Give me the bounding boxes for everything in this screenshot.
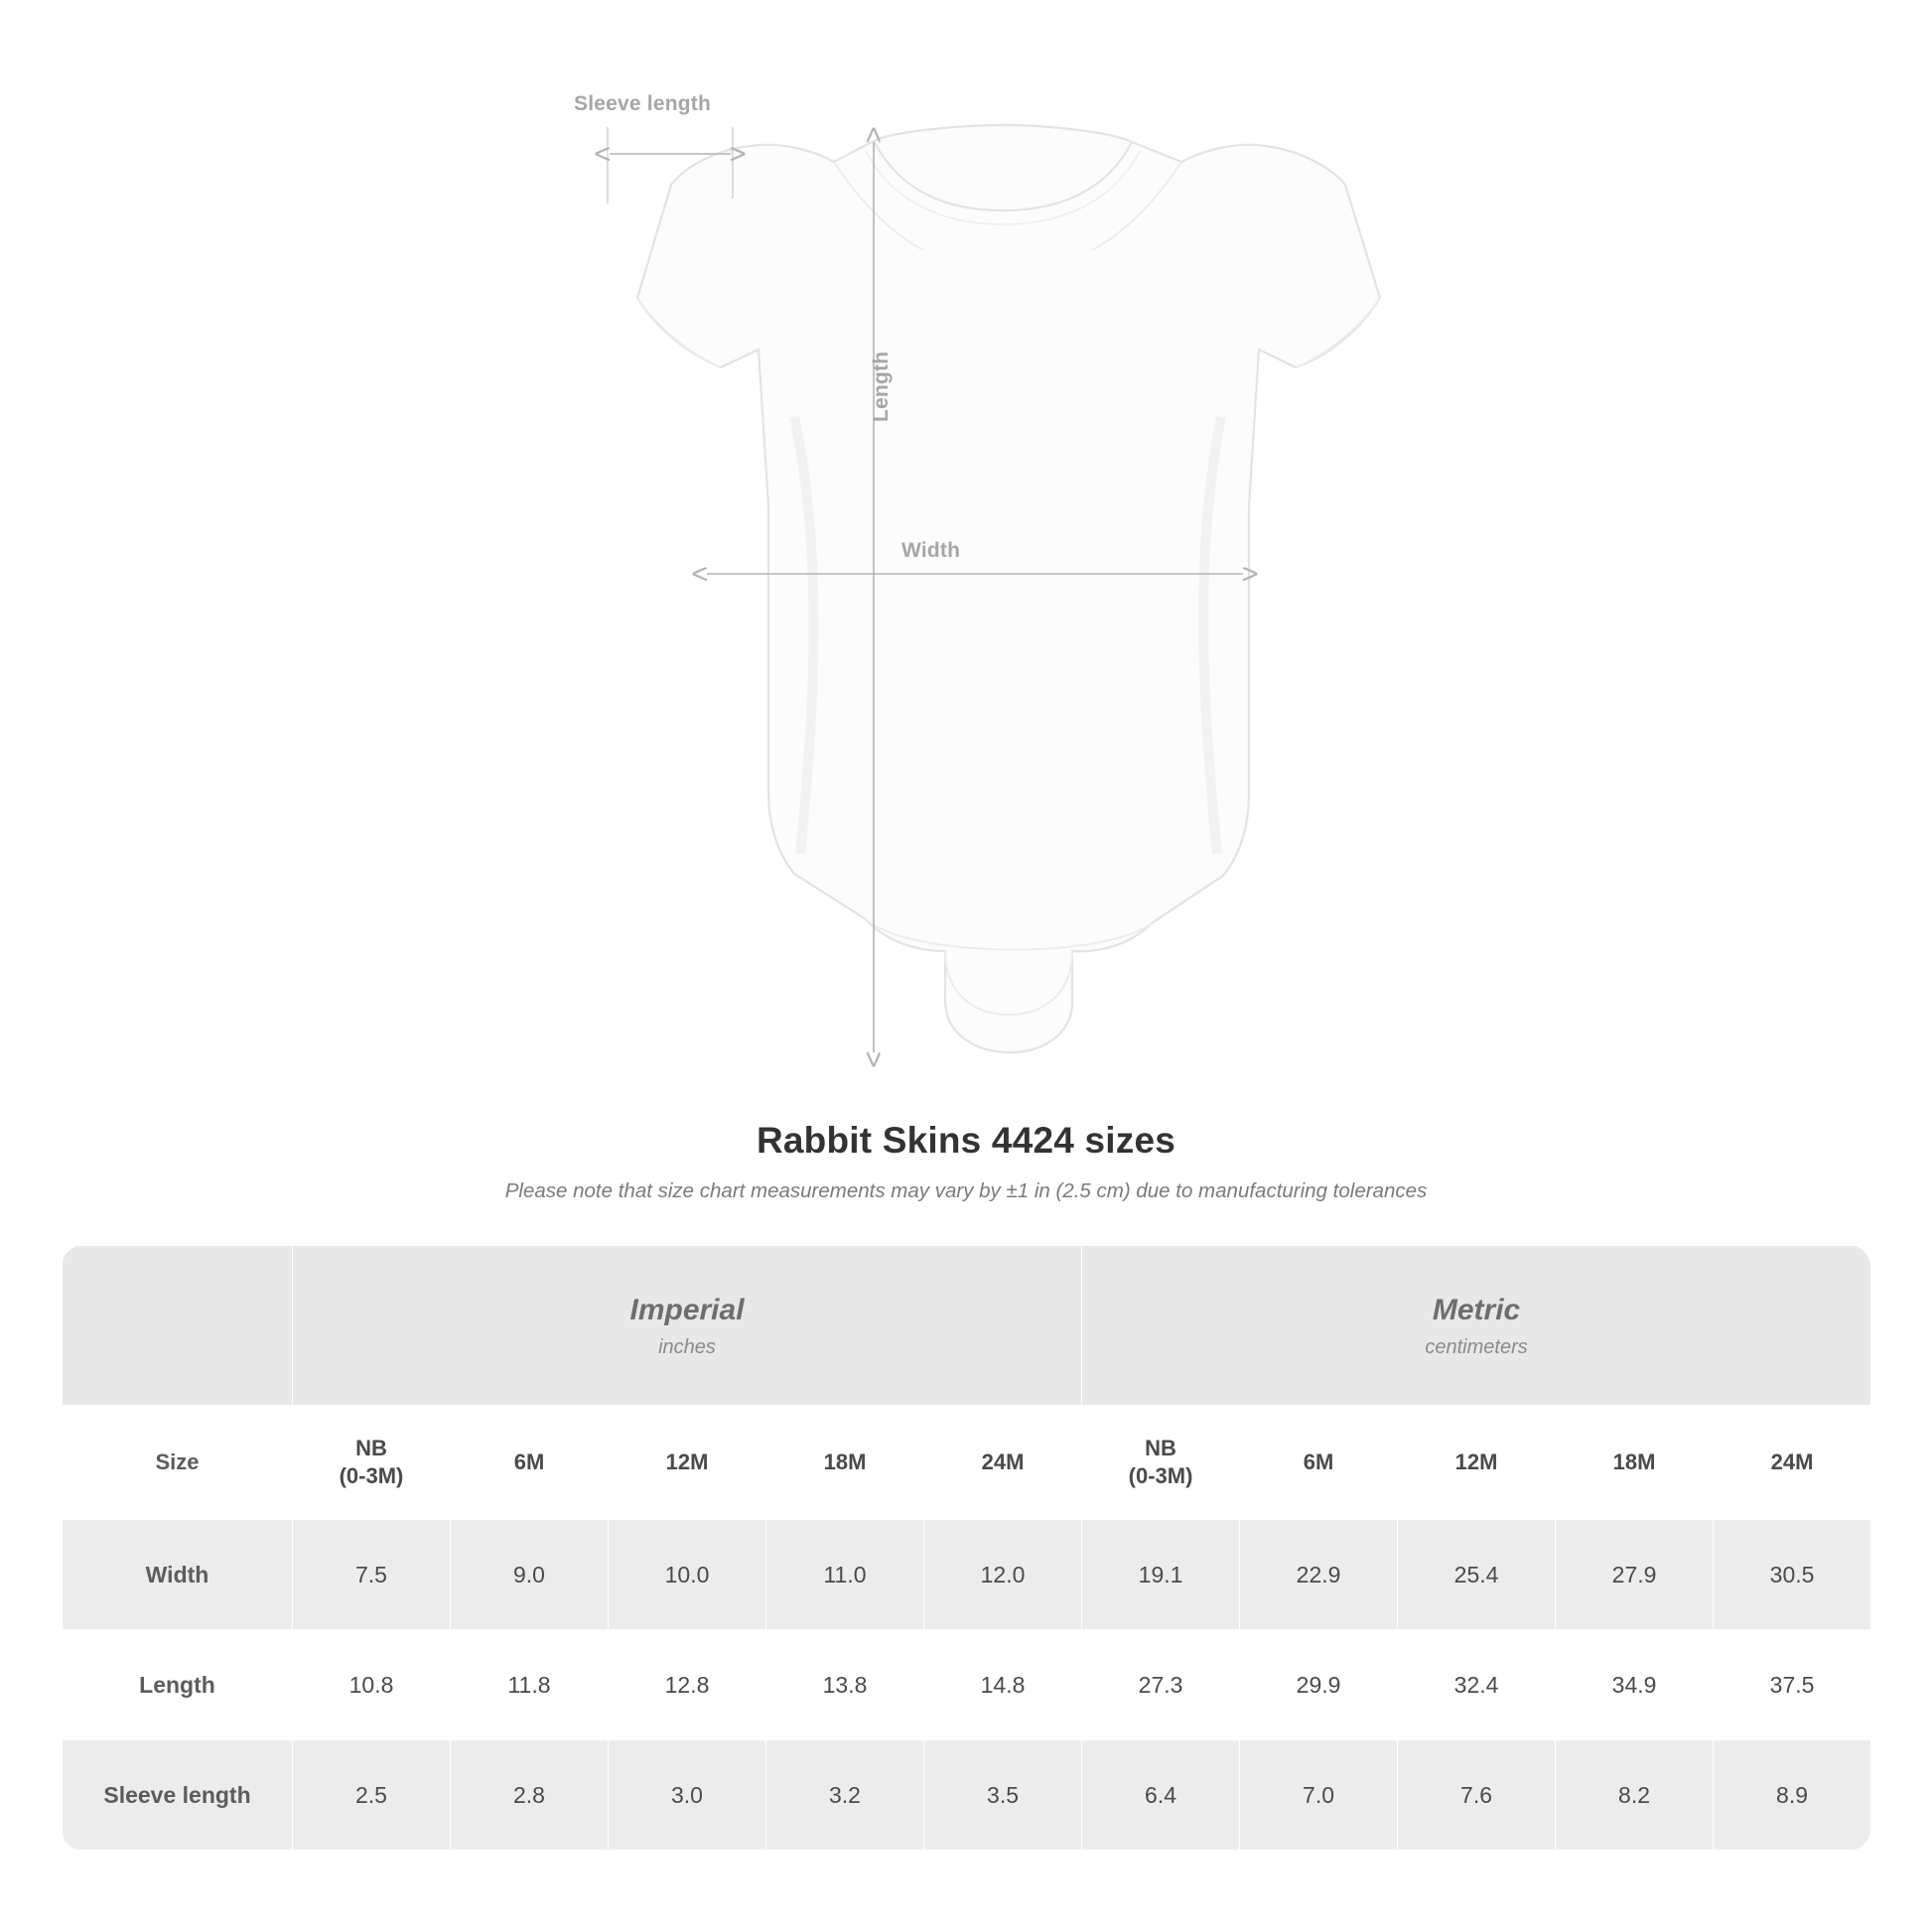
bodysuit-body <box>637 125 1380 1052</box>
cell-length-imperial-6m: 11.8 <box>451 1630 609 1740</box>
col-header-imperial-18m: 18M <box>766 1406 924 1520</box>
table-row <box>63 1740 1871 1851</box>
col-header-metric-24m: 24M <box>1714 1406 1870 1520</box>
size-row-header: Size <box>63 1406 293 1520</box>
cell-length-metric-12m: 32.4 <box>1398 1630 1556 1740</box>
col-header-imperial-12m: 12M <box>609 1406 766 1520</box>
row-label-sleeve-length: Sleeve length <box>63 1740 293 1851</box>
cell-sleeve-imperial-12m: 3.0 <box>609 1740 766 1851</box>
size-table <box>62 1245 1870 1851</box>
col-header-imperial-6m: 6M <box>451 1406 609 1520</box>
cell-sleeve-metric-18m: 8.2 <box>1556 1740 1714 1851</box>
cell-length-metric-18m: 34.9 <box>1556 1630 1714 1740</box>
system-imperial-name: Imperial <box>629 1294 745 1327</box>
cell-length-imperial-nb: 10.8 <box>293 1630 451 1740</box>
cell-length-imperial-18m: 13.8 <box>766 1630 924 1740</box>
system-metric-name: Metric <box>1432 1294 1521 1327</box>
cell-width-metric-18m: 27.9 <box>1556 1520 1714 1630</box>
cell-sleeve-imperial-6m: 2.8 <box>451 1740 609 1851</box>
cell-sleeve-metric-nb: 6.4 <box>1082 1740 1240 1851</box>
cell-length-metric-nb: 27.3 <box>1082 1630 1240 1740</box>
cell-width-metric-24m: 30.5 <box>1714 1520 1870 1630</box>
system-metric-cell <box>1082 1246 1870 1406</box>
sleeve-length-label: Sleeve length <box>574 92 711 115</box>
title-block <box>0 1120 1932 1203</box>
cell-length-imperial-24m: 14.8 <box>924 1630 1082 1740</box>
page-title: Rabbit Skins 4424 sizes <box>756 1120 1176 1161</box>
column-header-row <box>63 1406 1871 1520</box>
cell-width-imperial-12m: 10.0 <box>609 1520 766 1630</box>
table-row <box>63 1520 1871 1630</box>
col-header-imperial-nb-line2: (0-3M) <box>339 1463 404 1488</box>
row-label-length: Length <box>63 1630 293 1740</box>
cell-length-metric-6m: 29.9 <box>1240 1630 1398 1740</box>
cell-width-imperial-18m: 11.0 <box>766 1520 924 1630</box>
col-header-metric-18m: 18M <box>1556 1406 1714 1520</box>
cell-width-imperial-nb: 7.5 <box>293 1520 451 1630</box>
cell-width-metric-12m: 25.4 <box>1398 1520 1556 1630</box>
col-header-metric-nb-line1: NB <box>1145 1435 1176 1460</box>
cell-width-metric-6m: 22.9 <box>1240 1520 1398 1630</box>
cell-sleeve-metric-6m: 7.0 <box>1240 1740 1398 1851</box>
cell-sleeve-imperial-18m: 3.2 <box>766 1740 924 1851</box>
col-header-metric-nb-line2: (0-3M) <box>1128 1463 1193 1488</box>
col-header-metric-nb <box>1082 1406 1240 1520</box>
col-header-imperial-nb <box>293 1406 451 1520</box>
system-imperial-unit: inches <box>658 1335 716 1358</box>
system-metric-unit: centimeters <box>1425 1335 1528 1358</box>
row-label-width: Width <box>63 1520 293 1630</box>
col-header-imperial-nb-line1: NB <box>355 1435 387 1460</box>
system-header-row <box>63 1246 1871 1406</box>
cell-sleeve-imperial-nb: 2.5 <box>293 1740 451 1851</box>
system-imperial-cell <box>293 1246 1082 1406</box>
cell-sleeve-imperial-24m: 3.5 <box>924 1740 1082 1851</box>
system-corner-cell <box>63 1246 293 1406</box>
table-row <box>63 1630 1871 1740</box>
cell-sleeve-metric-12m: 7.6 <box>1398 1740 1556 1851</box>
cell-length-imperial-12m: 12.8 <box>609 1630 766 1740</box>
cell-width-imperial-24m: 12.0 <box>924 1520 1082 1630</box>
cell-sleeve-metric-24m: 8.9 <box>1714 1740 1870 1851</box>
tolerance-note: Please note that size chart measurements may vary by ±1 in (2.5 cm) due to manufacturing tolerances <box>504 1179 1428 1202</box>
cell-length-metric-24m: 37.5 <box>1714 1630 1870 1740</box>
width-label: Width <box>901 539 961 562</box>
col-header-imperial-24m: 24M <box>924 1406 1082 1520</box>
length-label: Length <box>870 350 893 422</box>
cell-width-imperial-6m: 9.0 <box>451 1520 609 1630</box>
cell-width-metric-nb: 19.1 <box>1082 1520 1240 1630</box>
col-header-metric-6m: 6M <box>1240 1406 1398 1520</box>
size-table-container <box>62 1245 1870 1851</box>
col-header-metric-12m: 12M <box>1398 1406 1556 1520</box>
